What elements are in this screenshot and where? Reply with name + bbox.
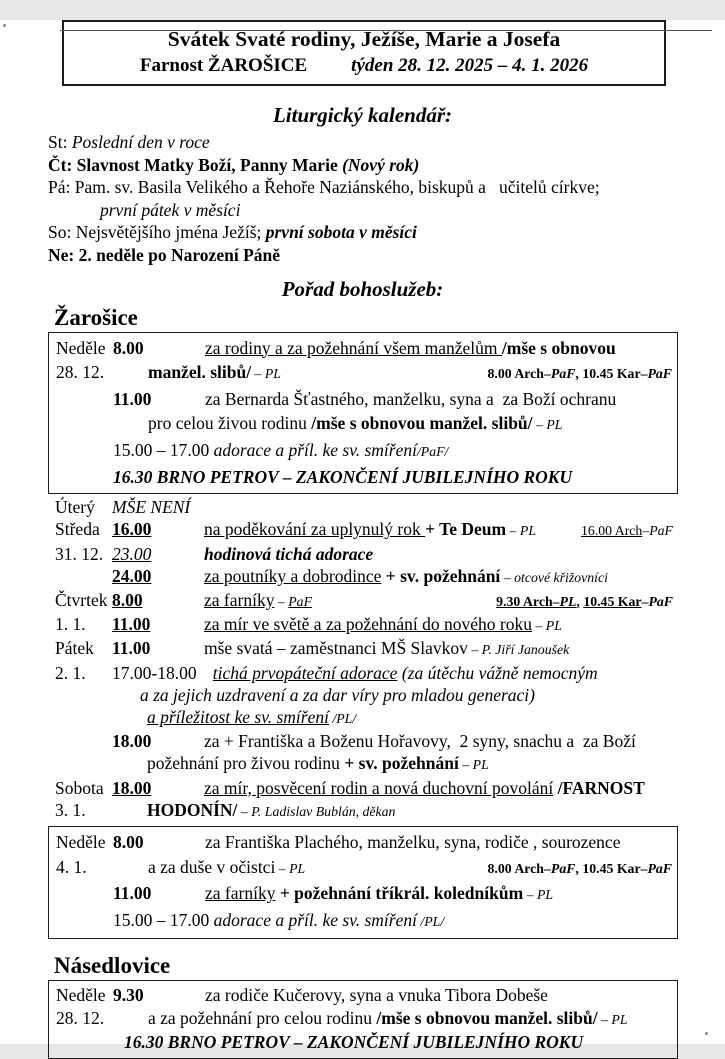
text-segment: PaF xyxy=(550,366,576,382)
text-segment: a příležitost ke sv. smíření xyxy=(147,706,329,727)
time-cell xyxy=(112,637,204,659)
schedule-box xyxy=(48,332,678,495)
liturgical-line xyxy=(48,244,699,267)
text-segment: a za jejich uzdravení a za dar víry pro mladou generaci) xyxy=(140,684,535,705)
text-segment: + Te Deum xyxy=(425,519,507,540)
text-segment: /mše s obnovou xyxy=(501,337,616,358)
text-segment: na poděkování za uplynulý rok xyxy=(204,519,426,540)
scan-dot-top-left xyxy=(3,24,6,27)
day-cell: 31. 12. xyxy=(55,543,104,564)
liturgical-calendar-heading: Liturgický kalendář: xyxy=(272,103,453,127)
day-cell: Neděle xyxy=(56,831,106,852)
section-heading: Žarošice xyxy=(54,304,138,330)
schedule-row xyxy=(48,589,678,613)
day-cell: Čtvrtek xyxy=(55,589,108,610)
row-content xyxy=(204,543,373,565)
scan-dot-bottom-right xyxy=(705,1032,708,1035)
schedule-row xyxy=(49,438,677,465)
text-segment: první sobota v měsíci xyxy=(265,222,417,243)
top-rule xyxy=(60,30,712,31)
liturgical-line xyxy=(48,154,699,177)
text-segment: požehnání pro živou rodinu xyxy=(147,753,345,774)
schedule-row xyxy=(48,752,678,776)
text-segment: + sv. požehnání xyxy=(381,565,501,586)
text-segment: 16.30 BRNO PETROV – ZAKONČENÍ JUBILEJNÍHO ROKU xyxy=(113,466,573,487)
row-content xyxy=(113,438,448,465)
text-segment: (za útěchu vážně nemocným xyxy=(397,662,598,683)
text-segment: tichá prvopáteční adorace xyxy=(212,662,398,683)
text-segment: 9.30 xyxy=(113,985,144,1006)
text-segment: /mše s obnovou manžel. slibů/ xyxy=(311,413,533,434)
text-segment: /mše s obnovou manžel. slibů/ xyxy=(376,1007,598,1028)
row-right-note xyxy=(581,518,673,542)
schedule-row xyxy=(48,684,678,706)
week-range: týden 28. 12. 2025 – 4. 1. 2026 xyxy=(351,55,589,76)
text-segment: , 10.45 Kar– xyxy=(575,366,648,382)
text-segment: – xyxy=(274,593,289,609)
text-segment: – PL xyxy=(251,366,281,382)
row-content xyxy=(204,565,608,589)
schedule-row xyxy=(48,637,678,661)
row-content xyxy=(205,387,616,412)
schedule-heading: Pořad bohoslužeb: xyxy=(281,276,444,301)
text-segment: pro celou živou rodinu xyxy=(148,413,312,434)
text-segment: 8.00 xyxy=(113,337,144,358)
text-segment: PL xyxy=(559,593,577,609)
text-segment: 10.45 Kar xyxy=(583,593,642,609)
bulletin-page xyxy=(0,20,725,1053)
liturgical-line xyxy=(100,199,699,222)
text-segment: 16.30 BRNO PETROV – ZAKONČENÍ JUBILEJNÍHO ROKU xyxy=(124,1032,584,1053)
row-content xyxy=(113,465,572,490)
text-segment: 16.00 Arch xyxy=(581,523,643,539)
text-segment: 8.00 Arch– xyxy=(487,860,551,876)
header-subtitle xyxy=(64,53,664,78)
text-segment: 8.00 Arch– xyxy=(487,366,551,382)
schedule-box xyxy=(48,826,678,939)
schedule-row xyxy=(48,662,678,684)
text-segment: – PL xyxy=(532,417,563,433)
text-segment: a za duše v očistci xyxy=(148,856,276,877)
text-segment: za Františka Plachého, manželku, syna, rodiče , sourozence xyxy=(205,831,621,852)
text-segment: 11.00 xyxy=(112,638,151,659)
text-segment: za mír ve světě a za požehnání do nového roku xyxy=(204,614,532,635)
time-cell xyxy=(112,543,204,565)
schedule-row xyxy=(49,830,677,855)
text-segment: 15.00 – 17.00 xyxy=(113,439,214,460)
row-content xyxy=(205,336,616,361)
section-zarosice xyxy=(0,304,725,940)
day-cell: Neděle xyxy=(56,985,106,1006)
text-segment: za farníky xyxy=(205,883,276,904)
schedule-row xyxy=(48,613,678,637)
text-segment: Pá: Pam. sv. Basila Velikého a Řehoře Naziánského, biskupů a učitelů církve; xyxy=(48,177,600,198)
text-segment: Poslední den v roce xyxy=(71,132,210,152)
schedule-plain-block xyxy=(48,494,678,826)
day-cell: Pátek xyxy=(55,638,94,659)
row-content xyxy=(204,777,645,799)
text-segment: první pátek v měsíci xyxy=(100,199,241,220)
time-cell xyxy=(113,830,205,855)
row-content xyxy=(148,1007,628,1031)
text-segment: za rodiny a za požehnání všem manželům xyxy=(205,337,502,358)
row-content xyxy=(148,360,281,387)
section-heading: Násedlovice xyxy=(54,953,171,979)
text-segment: PaF xyxy=(647,860,672,876)
row-content xyxy=(124,1031,583,1053)
parish-name: Farnost ŽAROŠICE xyxy=(139,55,308,76)
row-content xyxy=(140,684,535,706)
day-cell: Středa xyxy=(55,519,100,540)
text-segment: /PL/ xyxy=(328,710,357,726)
text-segment: PaF xyxy=(288,593,313,609)
time-cell xyxy=(113,387,205,412)
day-cell: Úterý xyxy=(55,497,95,518)
text-segment: + požehnání tříkrál. koledníkům xyxy=(275,883,524,904)
schedule-row xyxy=(48,799,678,823)
row-right-note xyxy=(488,855,672,882)
text-segment: adorace a příl. ke sv. smíření xyxy=(213,909,417,930)
text-segment xyxy=(204,663,213,683)
text-segment: (Nový rok) xyxy=(342,154,420,175)
schedule-row xyxy=(48,777,678,799)
schedule-sections xyxy=(0,304,725,1059)
text-segment: + sv. požehnání xyxy=(344,753,459,774)
text-segment: PaF xyxy=(647,366,672,382)
text-segment: So: Nejsvětějšího jména Ježíš; xyxy=(48,222,266,243)
liturgical-line xyxy=(48,131,699,154)
text-segment: za rodiče Kučerovy, syna a vnuka Tibora Dobeše xyxy=(205,985,548,1006)
text-segment: 8.00 xyxy=(112,589,143,610)
day-cell: 28. 12. xyxy=(56,362,105,383)
time-cell xyxy=(112,589,204,611)
row-content xyxy=(205,830,620,855)
text-segment: a za požehnání pro celou rodinu xyxy=(148,1007,377,1028)
text-segment: – xyxy=(641,593,649,609)
text-segment: St: xyxy=(48,132,72,152)
text-segment: MŠE NENÍ xyxy=(112,497,191,518)
text-segment: za poutníky a dobrodince xyxy=(204,565,382,586)
day-cell: 28. 12. xyxy=(56,1007,105,1028)
text-segment: 23.00 xyxy=(112,543,152,564)
row-content xyxy=(204,589,312,613)
row-right-note xyxy=(496,589,673,613)
schedule-row xyxy=(48,543,678,565)
time-cell xyxy=(112,730,204,752)
text-segment: – otcové křižovníci xyxy=(500,569,608,585)
time-cell xyxy=(112,662,204,684)
text-segment: /FARNOST xyxy=(557,777,645,798)
text-segment: za Bernarda Šťastného, manželku, syna a za Boží ochranu xyxy=(205,388,617,409)
liturgical-calendar-list xyxy=(48,131,699,267)
text-segment: – xyxy=(642,523,650,539)
row-content xyxy=(204,518,536,542)
text-segment: – PL xyxy=(597,1011,628,1027)
row-content xyxy=(148,855,305,882)
section-nasedlovice xyxy=(0,952,725,1058)
row-content xyxy=(204,637,569,661)
liturgical-line xyxy=(48,176,699,199)
text-segment: za + Františka a Boženu Hořavovy, 2 syny, snachu a za Boží xyxy=(204,731,636,752)
text-segment: /PL/ xyxy=(416,913,445,929)
text-segment: Čt: Slavnost Matky Boží, Panny Marie xyxy=(48,154,343,175)
schedule-box xyxy=(48,980,678,1058)
liturgical-line xyxy=(48,221,699,244)
day-cell: Neděle xyxy=(56,337,106,358)
text-segment: za mír, posvěcení rodin a nová duchovní povolání xyxy=(204,777,554,798)
text-segment: 24.00 xyxy=(112,565,152,586)
schedule-row xyxy=(49,881,677,908)
time-cell xyxy=(112,565,204,587)
row-content xyxy=(147,799,395,823)
day-cell: 4. 1. xyxy=(56,856,87,877)
text-segment: adorace a příl. ke sv. smíření xyxy=(213,439,417,460)
text-segment: 18.00 xyxy=(112,777,152,798)
time-cell xyxy=(113,984,205,1006)
day-cell: 3. 1. xyxy=(55,799,86,820)
row-content xyxy=(204,730,636,752)
time-cell xyxy=(113,336,205,361)
time-cell xyxy=(112,777,204,799)
text-segment: 18.00 xyxy=(112,731,152,752)
schedule-row xyxy=(49,336,677,361)
text-segment: 11.00 xyxy=(113,388,152,409)
schedule-row xyxy=(48,496,678,518)
schedule-row xyxy=(49,411,677,438)
text-segment: 8.00 xyxy=(113,831,144,852)
text-segment: 15.00 – 17.00 xyxy=(113,909,214,930)
text-segment: – PL xyxy=(523,887,554,903)
schedule-row xyxy=(48,518,678,542)
row-content xyxy=(112,496,190,518)
text-segment: , 10.45 Kar– xyxy=(575,860,648,876)
feast-title: Svátek Svaté rodiny, Ježíše, Marie a Josefa xyxy=(167,27,561,51)
row-content xyxy=(205,984,548,1006)
text-segment: 16.00 xyxy=(112,519,152,540)
text-segment: 9.30 Arch– xyxy=(496,593,560,609)
day-cell: 1. 1. xyxy=(55,614,86,635)
row-right-note xyxy=(488,360,672,387)
schedule-row xyxy=(48,565,678,589)
row-content xyxy=(147,706,356,730)
text-segment: 11.00 xyxy=(113,883,152,904)
schedule-row xyxy=(49,360,677,387)
text-segment: za farníky xyxy=(204,589,275,610)
schedule-row xyxy=(49,465,677,490)
text-segment: manžel. slibů/ xyxy=(148,362,252,383)
text-segment: PaF xyxy=(648,593,673,609)
row-content xyxy=(204,613,562,637)
schedule-row xyxy=(49,1007,677,1031)
time-cell xyxy=(113,881,205,906)
schedule-row xyxy=(49,855,677,882)
row-content xyxy=(113,908,444,935)
text-segment: – PL xyxy=(458,757,489,773)
row-content xyxy=(147,752,489,776)
schedule-row xyxy=(49,908,677,935)
text-segment: PaF xyxy=(550,860,576,876)
text-segment: – PL xyxy=(275,860,306,876)
text-segment: HODONÍN/ xyxy=(147,799,238,820)
text-segment: – PL xyxy=(532,618,562,634)
schedule-row xyxy=(49,1031,677,1053)
schedule-row xyxy=(49,984,677,1006)
text-segment: 17.00-18.00 xyxy=(112,662,197,683)
text-segment: – PL xyxy=(506,523,537,539)
day-cell: Sobota xyxy=(55,777,104,798)
text-segment: Ne: 2. neděle po Narození Páně xyxy=(48,244,281,265)
text-segment: hodinová tichá adorace xyxy=(204,543,374,564)
text-segment: – P. Jiří Janoušek xyxy=(467,642,570,658)
schedule-row xyxy=(48,706,678,730)
text-segment: PaF xyxy=(649,523,673,539)
time-cell xyxy=(112,613,204,635)
day-cell: 2. 1. xyxy=(55,662,86,683)
time-cell xyxy=(112,518,204,540)
text-segment: /PaF/ xyxy=(416,443,449,459)
text-segment: , xyxy=(576,593,580,609)
schedule-row xyxy=(48,730,678,752)
row-content xyxy=(205,881,553,908)
text-segment: – P. Ladislav Bublán, děkan xyxy=(237,803,396,819)
schedule-row xyxy=(49,387,677,412)
row-content xyxy=(204,662,598,684)
text-segment: 11.00 xyxy=(112,614,151,635)
text-segment: mše svatá – zaměstnanci MŠ Slavkov xyxy=(204,638,468,659)
row-content xyxy=(148,411,562,438)
